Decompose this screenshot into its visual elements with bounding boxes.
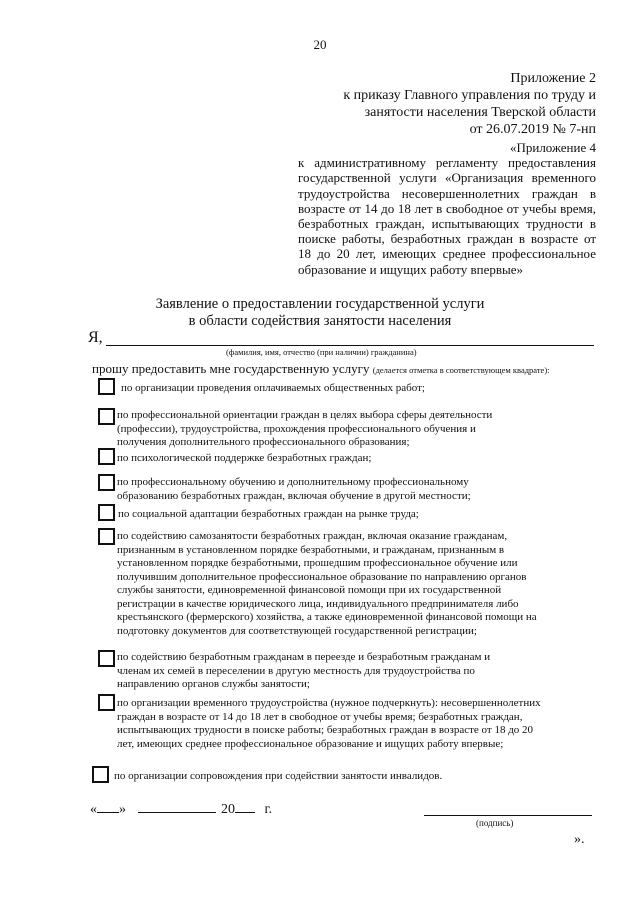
appendix-4-text: к административному регламенту предоставления государственной услуги «Организация временного трудоустройства несовершеннолетних граждан в возрасте от 14 до 18 лет в свободное от учебы время, безработных граждан, испытывающих трудности в поиске работы, безработных граждан в возрасте от 18 до 20 лет, имеющих среднее профессиональное образование и ищущих работу впервые» — [298, 155, 596, 277]
date-year-field[interactable] — [235, 800, 255, 813]
option-checkbox-career-guidance[interactable] — [98, 408, 115, 425]
option-checkbox-public-works[interactable] — [98, 378, 115, 395]
appendix-2-line-2: к приказу Главного управления по труду и — [343, 88, 596, 103]
request-text: прошу предоставить мне государственную услугу — [92, 361, 370, 376]
date-line — [90, 800, 272, 818]
title-line-2: в области содействия занятости населения — [188, 313, 452, 329]
signature-caption: (подпись) — [476, 818, 514, 828]
option-prof-training: по профессиональному обучению и дополнительному профессиональному образованию безработных граждан, включая обучение в другой местности; — [117, 476, 471, 502]
option-psych-support: по психологической поддержке безработных граждан; — [117, 452, 372, 464]
option-checkbox-self-employment[interactable] — [98, 528, 115, 545]
appendix-2-line-3: занятости населения Тверской области — [364, 105, 596, 120]
appendix-4-header — [298, 140, 596, 277]
applicant-prefix: Я, — [88, 329, 103, 346]
appendix-2-header — [343, 70, 596, 138]
option-relocation: по содействию безработным гражданам в переезде и безработным гражданам и членам их семей в переселении в другую местность для трудоустройства по направлению органов службы занятости; — [117, 651, 491, 690]
date-close-quote: » — [119, 802, 126, 817]
option-career-guidance: по профессиональной ориентации граждан в целях выбора сферы деятельности (профессии), трудоустройства, прохождения профессионального обучения и получения дополнительного профессионального образования; — [117, 409, 493, 448]
appendix-2-line-1: Приложение 2 — [510, 71, 596, 86]
title-line-1: Заявление о предоставлении государственной услуги — [155, 296, 485, 312]
date-year-prefix: 20 — [221, 802, 235, 817]
option-checkbox-relocation[interactable] — [98, 650, 115, 667]
option-checkbox-psych-support[interactable] — [98, 448, 115, 465]
date-month-field[interactable] — [138, 800, 216, 813]
signature-field[interactable] — [424, 815, 592, 816]
request-hint: (делается отметка в соответствующем квадрате): — [372, 365, 550, 375]
closing-quote: ». — [574, 832, 585, 847]
page-number: 20 — [313, 37, 327, 52]
applicant-name-hint: (фамилия, имя, отчество (при наличии) гражданина) — [226, 347, 417, 357]
option-checkbox-social-adaptation[interactable] — [98, 504, 115, 521]
appendix-2-line-4: от 26.07.2019 № 7-нп — [469, 122, 596, 137]
option-temp-employment: по организации временного трудоустройства (нужное подчеркнуть): несовершеннолетних граждан в возрасте от 14 до 18 лет в свободное от учебы время; безработных граждан, испытывающих трудности в поиске работы; безработных граждан в возрасте от 18 до 20 лет, имеющих среднее профессиональное образование и ищущих работу впервые; — [117, 697, 541, 750]
option-social-adaptation: по социальной адаптации безработных граждан на рынке труда; — [118, 508, 419, 520]
applicant-name-field[interactable] — [106, 345, 594, 346]
date-year-suffix: г. — [264, 802, 273, 817]
option-checkbox-prof-training[interactable] — [98, 474, 115, 491]
option-checkbox-disabled-support[interactable] — [92, 766, 109, 783]
option-self-employment: по содействию самозанятости безработных граждан, включая оказание гражданам, признанным в установленном порядке безработными, и гражданам, признанным в установленном порядке безработными, прошедшим профессиональное обучение или получившим дополнительное профессиональное образование по направлению органов службы занятости, единовременной финансовой помощи при их государственной регистрации в качестве юридического лица, индивидуального предпринимателя либо крестьянского (фермерского) хозяйства, а также единовременной финансовой помощи на подготовку документов для соответствующей государственной регистрации; — [117, 530, 537, 637]
option-public-works: по организации проведения оплачиваемых общественных работ; — [121, 382, 425, 394]
date-day-field[interactable] — [97, 800, 119, 813]
option-checkbox-temp-employment[interactable] — [98, 694, 115, 711]
document-title — [0, 296, 640, 330]
date-open-quote: « — [90, 802, 97, 817]
appendix-4-line-1: «Приложение 4 — [509, 140, 596, 155]
request-line — [92, 361, 550, 377]
option-disabled-support: по организации сопровождения при содействии занятости инвалидов. — [114, 770, 443, 782]
